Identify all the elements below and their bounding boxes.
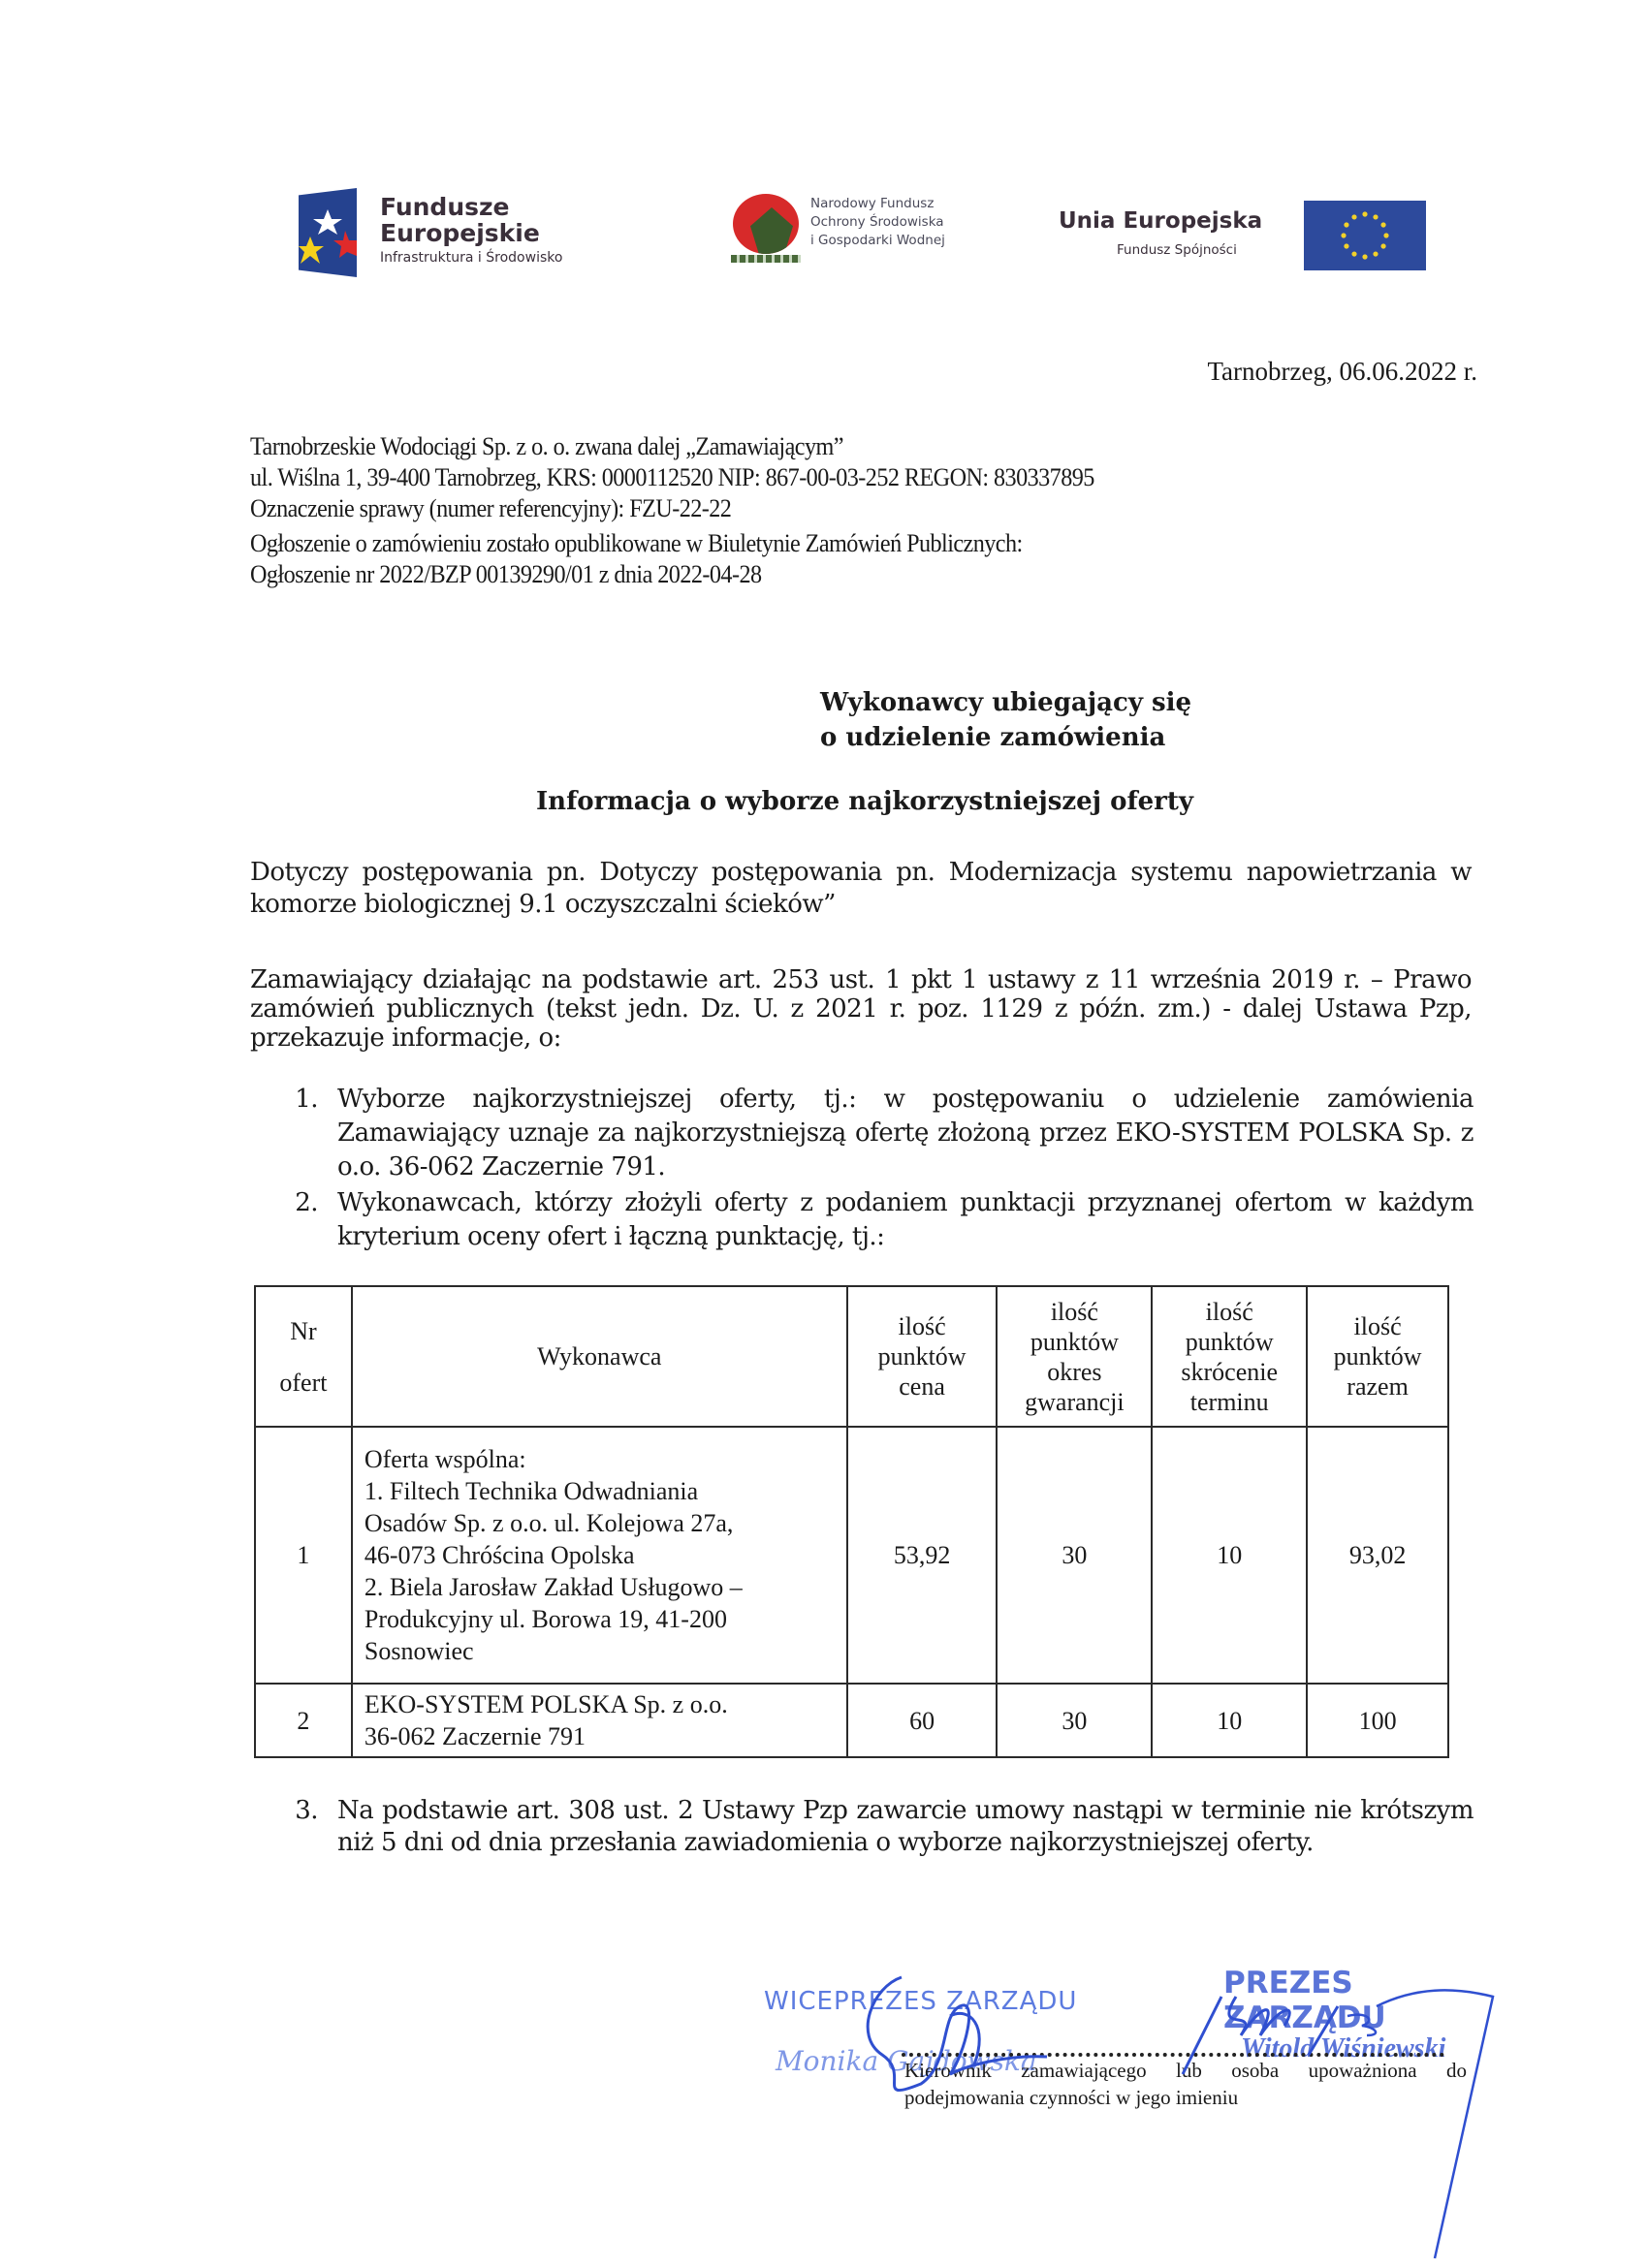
eu-star-icon [1383, 233, 1388, 237]
scores-table [254, 1285, 1449, 1758]
nfosigw-waves-icon [731, 255, 801, 263]
list-number: 2. [295, 1188, 318, 1217]
subject-paragraph: Dotyczy postępowania pn. Dotyczy postępowania pn. Modernizacja systemu napowietrzania w komorze biologicznej 9.1 oczyszczalni ścieków” [250, 858, 1472, 919]
logo-fundusze-europejskie [299, 182, 648, 279]
cell-termin: 10 [1152, 1427, 1307, 1684]
header-razem: ilość punktów razem [1307, 1286, 1448, 1427]
ue-line2: Fundusz Spójności [1117, 242, 1237, 258]
addressee-line1: Wykonawcy ubiegający się [820, 688, 1192, 717]
eu-star-icon [1351, 214, 1356, 219]
list-text: Wyborze najkorzystniejszej oferty, tj.: w postępowaniu o udzielenie zamówienia Zamawiający uznaje za najkorzystniejszą ofertę złożoną przez EKO-SYSTEM POLSKA Sp. z o.o. 36-062 Zaczernie 791. [337, 1085, 1474, 1181]
fundusze-europejskie-flag-icon [299, 188, 357, 277]
intro-paragraph: Zamawiający działając na podstawie art. 253 ust. 1 pkt 1 ustawy z 11 września 2019 r. – Prawo zamówień publicznych (tekst jedn. Dz. U. z 2021 r. poz. 1129 z późn. zm.) - dalej Ustawa Pzp, przekazuje informacje, o: [250, 965, 1472, 1053]
header-gwarancja: ilość punktów okres gwarancji [997, 1286, 1152, 1427]
signature-caption: Kierownik zamawiającego lub osoba upoważniona do podejmowania czynności w jego imieniu [904, 2059, 1467, 2109]
list-item-2 [250, 1186, 1474, 1254]
list-number: 1. [295, 1085, 318, 1114]
cell-nr: 2 [255, 1684, 352, 1757]
list-text: Wykonawcach, którzy złożyli oferty z podaniem punktacji przyznanej ofertom w każdym kryterium oceny ofert i łączną punktację, tj.: [337, 1188, 1474, 1251]
list-text: Na podstawie art. 308 ust. 2 Ustawy Pzp zawarcie umowy nastąpi w terminie nie krótszym niż 5 dni od dnia przesłania zawiadomienia o wyborze najkorzystniejszej oferty. [337, 1796, 1474, 1857]
cell-termin: 10 [1152, 1684, 1307, 1757]
header-cena: ilość punktów cena [847, 1286, 998, 1427]
eu-star-icon [1344, 243, 1348, 248]
table-header-row [255, 1286, 1448, 1427]
cell-razem: 93,02 [1307, 1427, 1448, 1684]
eu-star-icon [1341, 233, 1346, 237]
cell-gwarancja: 30 [997, 1684, 1152, 1757]
logo-unia-europejska [1057, 199, 1464, 276]
ue-line1: Unia Europejska [1059, 208, 1263, 234]
fundusze-line2: Europejskie [380, 219, 540, 247]
document-date: Tarnobrzeg, 06.06.2022 r. [1207, 357, 1477, 386]
info-list-continued [250, 1795, 1474, 1859]
header-line-notice: Ogłoszenie nr 2022/BZP 00139290/01 z dnia 2022-04-28 [250, 560, 762, 588]
handwritten-signatures-icon [756, 1948, 1512, 2268]
header-line-name: Tarnobrzeskie Wodociągi Sp. z o. o. zwana dalej „Zamawiającym” [250, 432, 843, 460]
header-termin: ilość punktów skrócenie terminu [1152, 1286, 1307, 1427]
cell-nr: 1 [255, 1427, 352, 1684]
eu-star-icon [1351, 251, 1356, 256]
cell-cena: 53,92 [847, 1427, 998, 1684]
header-line-reference: Oznaczenie sprawy (numer referencyjny): FZU-22-22 [250, 494, 732, 522]
eu-flag-icon [1304, 201, 1426, 270]
logo-nfosigw [727, 189, 979, 267]
list-number: 3. [295, 1796, 318, 1825]
list-item-1 [250, 1083, 1474, 1184]
eu-star-icon [1373, 251, 1378, 256]
stamp-president-name: Witold Wiśniewski [1241, 2033, 1446, 2063]
stamp-vice-president-name: Monika Gajdowska [776, 2045, 1037, 2077]
nfosigw-line1: Narodowy Fundusz [810, 196, 935, 211]
header-line-publication: Ogłoszenie o zamówieniu zostało opublikowane w Biuletynie Zamówień Publicznych: [250, 529, 1023, 557]
cell-cena: 60 [847, 1684, 998, 1757]
cell-gwarancja: 30 [997, 1427, 1152, 1684]
fundusze-line1: Fundusze [380, 193, 510, 221]
header-line-address: ul. Wiślna 1, 39-400 Tarnobrzeg, KRS: 0000112520 NIP: 867-00-03-252 REGON: 830337895 [250, 463, 1094, 491]
nfosigw-emblem-icon [733, 194, 799, 254]
eu-star-icon [1380, 243, 1385, 248]
cell-wykonawca: EKO-SYSTEM POLSKA Sp. z o.o. 36-062 Zaczernie 791 [352, 1684, 847, 1757]
eu-star-icon [1344, 222, 1348, 227]
addressee-line2: o udzielenie zamówienia [820, 723, 1166, 752]
signature-area [756, 1948, 1512, 2239]
cell-wykonawca: Oferta wspólna: 1. Filtech Technika Odwadniania Osadów Sp. z o.o. ul. Kolejowa 27a, 46-073 Chróścina Opolska 2. Biela Jarosław Zakład Usługowo – Produkcyjny ul. Borowa 19, 41-200 Sosnowiec [352, 1427, 847, 1684]
list-item-3 [250, 1795, 1474, 1859]
header-wykonawca: Wykonawca [352, 1286, 847, 1427]
header-nr: Nr ofert [255, 1286, 352, 1427]
stamp-president-title: PREZES ZARZĄDU [1223, 1966, 1386, 2035]
table-row [255, 1684, 1448, 1757]
eu-star-icon [1362, 211, 1367, 216]
cell-razem: 100 [1307, 1684, 1448, 1757]
eu-star-icon [1380, 222, 1385, 227]
addressee [820, 685, 1191, 755]
nfosigw-line3: i Gospodarki Wodnej [810, 233, 945, 248]
contracting-authority-block [250, 431, 1094, 590]
eu-star-icon [1362, 254, 1367, 259]
fundusze-line3: Infrastruktura i Środowisko [380, 250, 563, 266]
eu-star-icon [1373, 214, 1378, 219]
nfosigw-line2: Ochrony Środowiska [810, 214, 944, 230]
table-row [255, 1427, 1448, 1684]
stamp-vice-president-title: WICEPREZES ZARZĄDU [764, 1987, 1078, 2016]
info-list [250, 1083, 1474, 1254]
document-title: Informacja o wyborze najkorzystniejszej oferty [536, 787, 1193, 816]
